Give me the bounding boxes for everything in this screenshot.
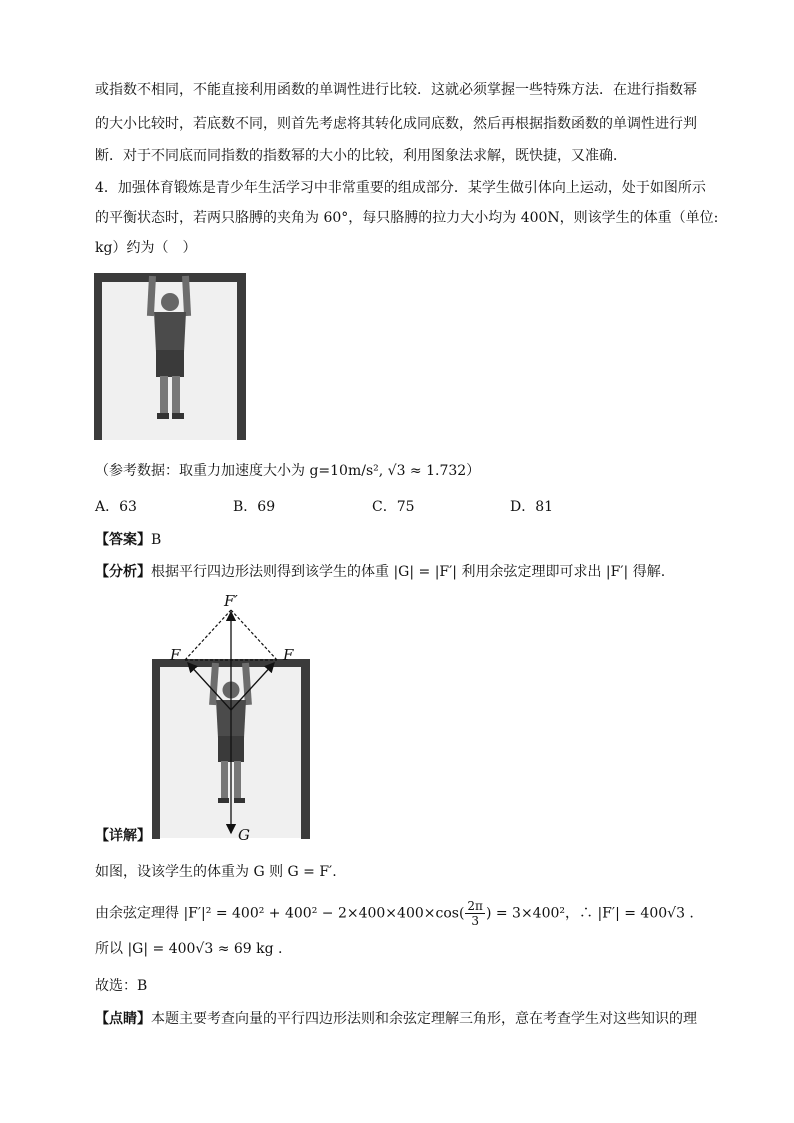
detail-line-2a: 由余弦定理得 |F′|² = 400² + 400² − 2×400×400×cos(: [95, 905, 465, 922]
detail-line-4: 故选：B: [95, 978, 148, 994]
question-line-3: kg）约为（ ）: [95, 240, 197, 256]
fraction: [465, 899, 485, 928]
option-b: B．69: [233, 499, 276, 515]
label-f-right: F: [283, 646, 294, 664]
question-line-1: 4．加强体育锻炼是青少年生活学习中非常重要的组成部分．某学生做引体向上运动，处于如图所示: [95, 180, 706, 196]
intro-line-3: 断．对于不同底而同指数的指数幂的大小的比较，利用图象法求解，既快捷，又准确．: [95, 148, 627, 164]
detail-line-1: 如图，设该学生的体重为 G 则 G = F′.: [95, 864, 337, 880]
option-c: C．75: [372, 499, 415, 515]
comment-tag: 【点睛】: [95, 1011, 151, 1027]
intro-line-2: 的大小比较时，若底数不同，则首先考虑将其转化成同底数，然后再根据指数函数的单调性进行判: [95, 116, 697, 132]
comment-text: 本题主要考查向量的平行四边形法则和余弦定理解三角形，意在考查学生对这些知识的理: [151, 1011, 697, 1027]
detail-line-2b: ) = 3×400²，∴ |F′| = 400√3 .: [485, 905, 694, 922]
comment-row: [95, 1009, 697, 1029]
detail-tag: 【详解】: [95, 828, 151, 844]
analysis-text: 根据平行四边形法则得到该学生的体重 |G| = |F′| 利用余弦定理即可求出 |F′| 得解.: [151, 564, 666, 580]
detail-line-3: 所以 |G| = 400√3 ≈ 69 kg .: [95, 941, 283, 957]
detail-tag-row: [95, 826, 151, 846]
answer-tag: 【答案】: [95, 532, 151, 548]
fraction-numerator: 2π: [467, 899, 483, 913]
answer-value: B: [151, 532, 162, 548]
fraction-denominator: 3: [471, 914, 479, 928]
label-f-prime: F′: [224, 592, 238, 610]
intro-line-1: 或指数不相同，不能直接利用函数的单调性进行比较．这就必须掌握一些特殊方法．在进行指数幂: [95, 82, 697, 98]
label-f-left: F: [170, 646, 181, 664]
analysis-tag: 【分析】: [95, 564, 151, 580]
answer-row: [95, 530, 161, 550]
option-d: D．81: [510, 499, 554, 515]
figure-pullup: [94, 270, 246, 442]
figure-force-diagram: [150, 590, 320, 845]
option-a: A．63: [95, 499, 137, 515]
reference-data: （参考数据：取重力加速度大小为 g=10m/s², √3 ≈ 1.732）: [95, 463, 481, 479]
analysis-row: [95, 562, 665, 582]
label-g: G: [238, 826, 250, 844]
detail-line-2: [95, 899, 694, 928]
question-line-2: 的平衡状态时，若两只胳膊的夹角为 60°，每只胳膊的拉力大小均为 400N，则该学生的体重（单位:: [95, 210, 719, 226]
